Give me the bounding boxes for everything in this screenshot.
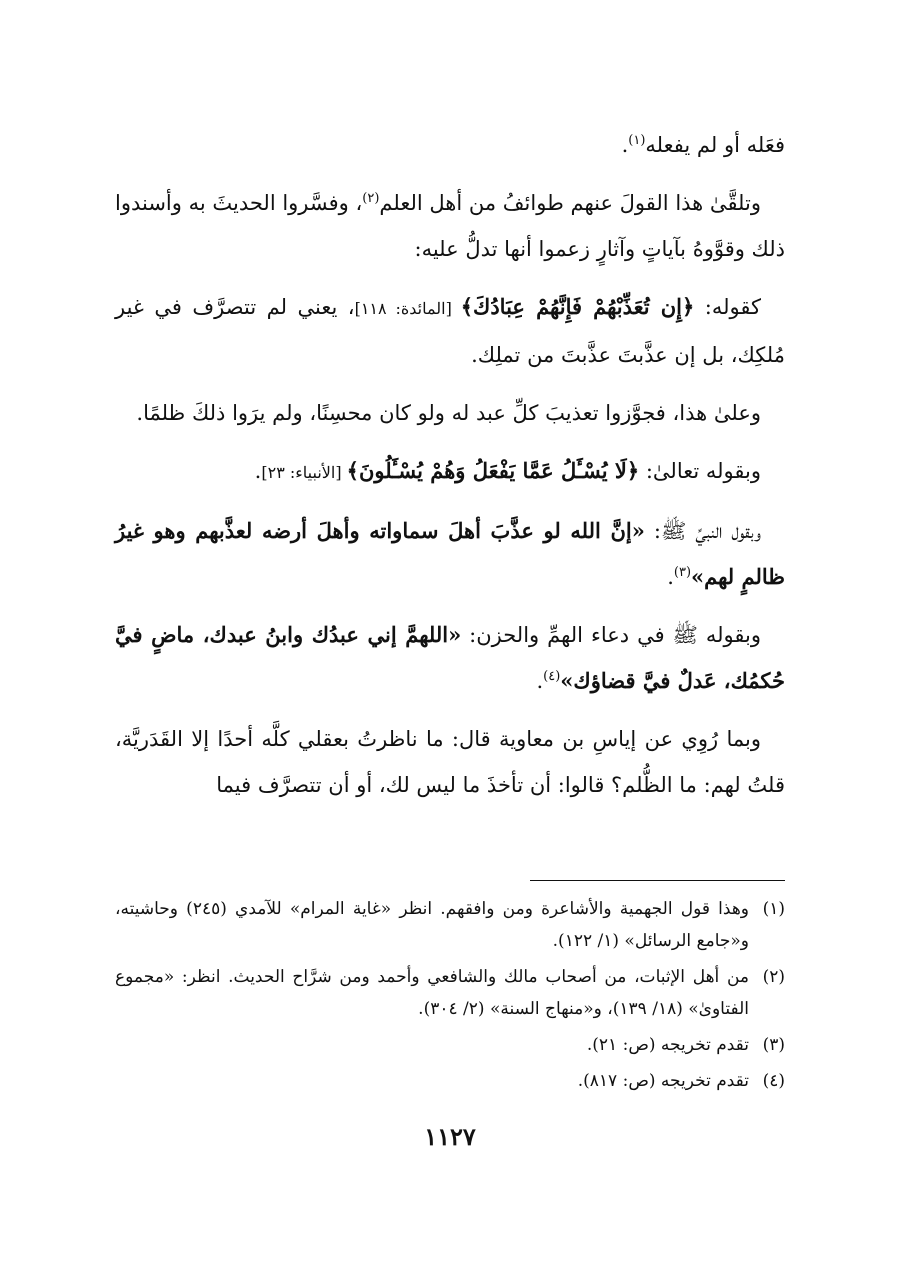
paragraph-text: وعلىٰ هذا، فجوَّزوا تعذيبَ كلِّ عبد له ولو كان محسِنًا، ولم يرَوا ذلكَ ظلمًا.	[136, 401, 761, 425]
paragraph-tail: ، وفسَّروا الحديثَ به وأسندوا ذلك وقوَّوهُ بآياتٍ وآثارٍ زعموا أنها تدلُّ عليه:	[115, 191, 785, 261]
footnote-number: (٤)	[762, 1071, 785, 1091]
verse-reference: [المائدة: ١١٨]	[354, 299, 461, 318]
footnote-text: وهذا قول الجهمية والأشاعرة ومن وافقهم. انظر «غاية المرام» للآمدي (٢٤٥) وحاشيته، و«جامع الرسائل» (١/ ١٢٢).	[115, 899, 749, 951]
hadith-quote: «إنَّ الله لو عذَّبَ أهلَ سماواته وأهلَ أرضه لعذَّبهم وهو غيرُ ظالمٍ لهم»	[115, 518, 785, 589]
quran-verse: ﴿إِن تُعَذِّبْهُمْ فَإِنَّهُمْ عِبَادُكَ﴾	[460, 294, 695, 319]
paragraph-8	[115, 716, 785, 808]
paragraph-tail: .	[621, 133, 629, 157]
paragraph-lead: وبقول النبيِّ ﷺ:	[644, 519, 761, 543]
paragraph-6	[115, 508, 785, 600]
paragraph-2	[115, 180, 785, 272]
verse-reference: [الأنبياء: ٢٣]	[261, 463, 347, 482]
paragraph-text: فعَله أو لم يفعله	[645, 133, 785, 157]
paragraph-5	[115, 448, 785, 496]
footnote-1	[115, 893, 785, 957]
footnote-number: (٢)	[762, 967, 785, 987]
paragraph-tail: .	[667, 565, 674, 589]
paragraph-tail: .	[254, 459, 262, 483]
paragraph-lead: وبقوله تعالىٰ:	[639, 459, 761, 483]
quran-verse: ﴿لَا يُسْـَٔلُ عَمَّا يَفْعَلُ وَهُمْ يُسْـَٔلُونَ﴾	[346, 458, 640, 483]
footnote-3	[115, 1029, 785, 1061]
paragraph-text: وبما رُوِي عن إياسِ بن معاوية قال: ما ناظرتُ بعقلي كلَّه أحدًا إلا القَدَريَّة، قلتُ لهم: ما الظُّلم؟ قالوا: أن تأخذَ ما ليس لك، أو أن تتصرَّف فيما	[115, 727, 785, 797]
footnote-text: من أهل الإثبات، من أصحاب مالك والشافعي وأحمد ومن شرَّاح الحديث. انظر: «مجموع الفتاوىٰ» (١٨/ ١٣٩)، و«منهاج السنة» (٢/ ٣٠٤).	[115, 967, 749, 1019]
footnote-number: (١)	[762, 899, 785, 919]
paragraph-tail: ، يعني لم تتصرَّف في غير مُلكِك، بل إن عذَّبتَ عذَّبتَ من تملِك.	[115, 295, 785, 367]
footnote-ref[interactable]: (٤)	[543, 669, 561, 684]
paragraph-tail: .	[536, 669, 544, 693]
hadith-quote: «اللهمَّ إني عبدُك وابنُ عبدك، ماضٍ فيَّ حُكمُك، عَدلٌ فيَّ قضاؤك»	[115, 622, 785, 693]
footnote-divider	[530, 880, 785, 881]
paragraph-4	[115, 390, 785, 436]
footnote-ref[interactable]: (١)	[628, 133, 646, 148]
main-text	[115, 122, 785, 820]
footnote-4	[115, 1065, 785, 1097]
footnote-text: تقدم تخريجه (ص: ٢١).	[586, 1035, 749, 1055]
paragraph-1	[115, 122, 785, 168]
page-number: ١١٢٧	[424, 1122, 476, 1151]
footnote-text: تقدم تخريجه (ص: ٨١٧).	[577, 1071, 749, 1091]
footnote-ref[interactable]: (٢)	[362, 191, 380, 206]
paragraph-7	[115, 612, 785, 704]
footnote-ref[interactable]: (٣)	[673, 565, 692, 580]
paragraph-text: وتلقَّىٰ هذا القولَ عنهم طوائفُ من أهل العلم	[379, 191, 761, 215]
footnotes	[115, 893, 785, 1101]
paragraph-lead: كقوله:	[694, 295, 761, 319]
footnote-number: (٣)	[762, 1035, 785, 1055]
paragraph-3	[115, 284, 785, 378]
footnote-2	[115, 961, 785, 1025]
paragraph-lead: وبقوله ﷺ في دعاء الهمِّ والحزن:	[461, 623, 761, 647]
